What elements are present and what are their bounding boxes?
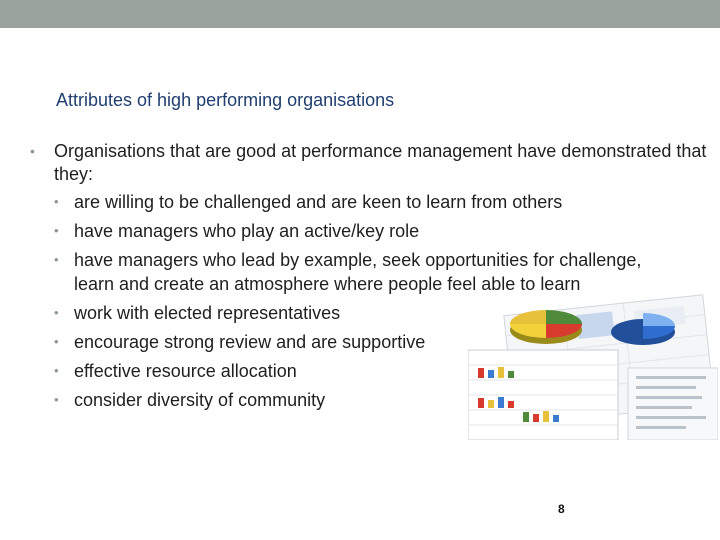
list-item: • have managers who lead by example, seek opportunities for challenge, learn and create an atmosphere where people feel able to learn <box>54 248 684 296</box>
top-bar <box>0 0 720 28</box>
list-item: • work with elected representatives <box>54 301 710 325</box>
list-item: • encourage strong review and are supportive <box>54 330 710 354</box>
page-number: 8 <box>558 502 565 516</box>
slide-title: Attributes of high performing organisations <box>56 90 395 110</box>
content-body <box>30 140 710 417</box>
intro-bullet: • Organisations that are good at performance management have demonstrated that they: <box>30 140 710 186</box>
sub-bullet-list <box>30 190 710 412</box>
list-item: • effective resource allocation <box>54 359 710 383</box>
list-item: • have managers who play an active/key role <box>54 219 710 243</box>
list-item: • consider diversity of community <box>54 388 710 412</box>
list-item: • are willing to be challenged and are keen to learn from others <box>54 190 710 214</box>
